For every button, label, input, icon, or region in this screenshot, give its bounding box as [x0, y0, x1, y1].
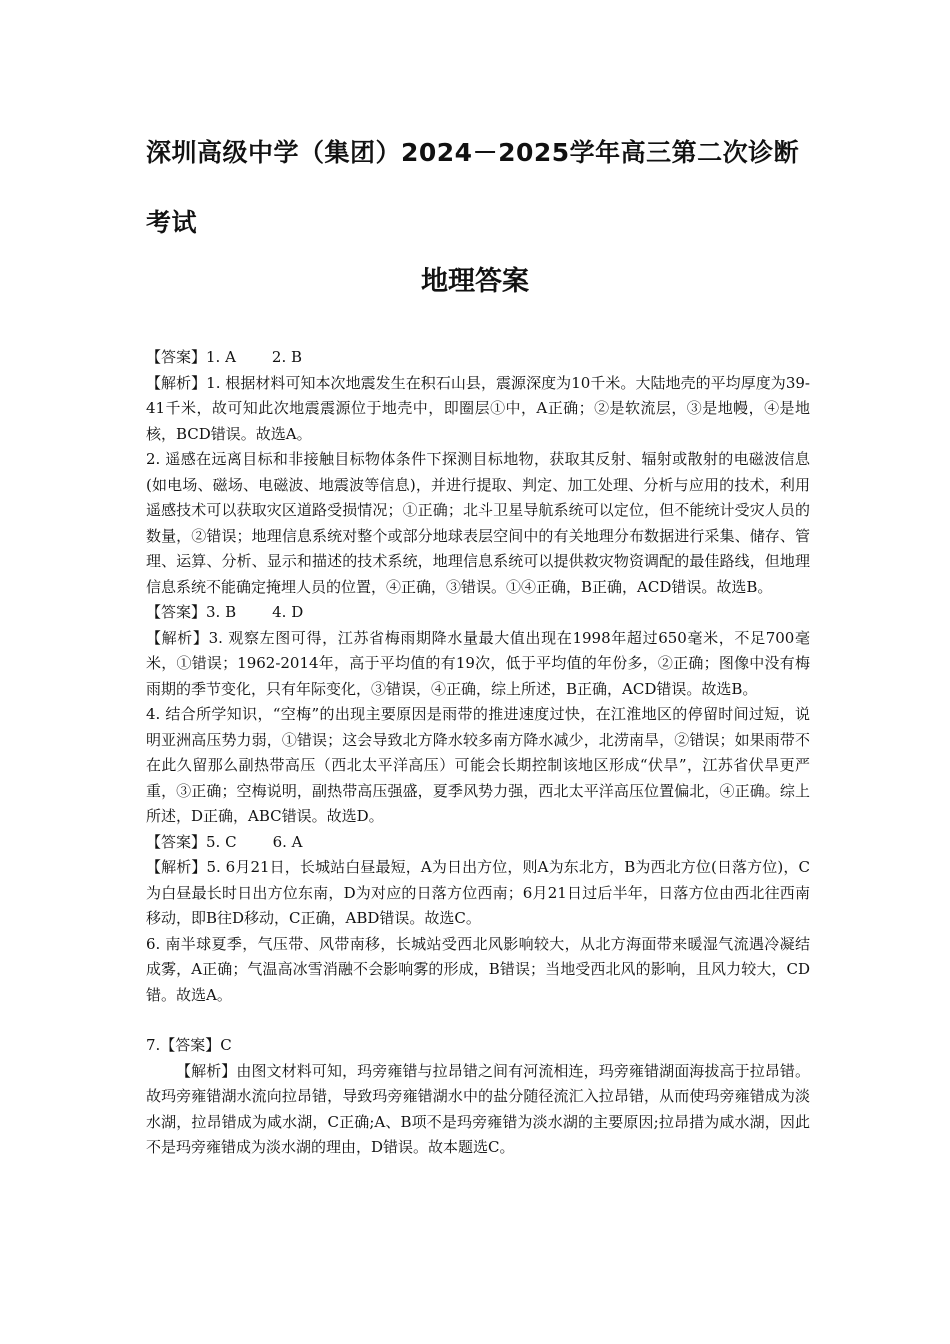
school-exam-title: 深圳高级中学（集团）2024－2025学年高三第二次诊断考试 [146, 138, 800, 237]
answer-q3: 【答案】3. B [146, 603, 237, 621]
answer-body [146, 345, 810, 1161]
answer-line-1-2 [146, 345, 810, 371]
explanation-1: 【解析】1. 根据材料可知本次地震发生在积石山县，震源深度为10千米。大陆地壳的平均厚度为39-41千米，故可知此次地震震源位于地壳中，即圈层①中，A正确；②是软流层，③是地幔，④是地核，BCD错误。故选A。 [146, 373, 810, 443]
answer-q2: 2. B [271, 348, 303, 366]
explanation-5: 【解析】5. 6月21日，长城站白昼最短，A为日出方位，则A为东北方，B为西北方位(日落方位)，C为白昼最长时日出方位东南，D为对应的日落方位西南；6月21日过后半年，日落方位由西北往西南移动，即B往D移动，C正确，ABD错误。故选C。 [146, 858, 810, 927]
explanation-4: 4. 结合所学知识，“空梅”的出现主要原因是雨带的推进速度过快，在江淮地区的停留时间过短，说明亚洲高压势力弱，①错误；这会导致北方降水较多南方降水减少，北涝南旱，②错误；如果雨带不在此久留那么副热带高压（西北太平洋高压）可能会长期控制该地区形成“伏旱”，江苏省伏旱更严重，③正确；空梅说明，副热带高压强盛，夏季风势力强，西北太平洋高压位置偏北，④正确。综上所述，D正确，ABC错误。故选D。 [146, 705, 810, 825]
explanation-6: 6. 南半球夏季，气压带、风带南移，长城站受西北风影响较大，从北方海面带来暖湿气流遇冷凝结成雾，A正确；气温高冰雪消融不会影响雾的形成，B错误；当地受西北风的影响，且风力较大，CD错。故选A。 [146, 934, 810, 1004]
explanation-3: 【解析】3. 观察左图可得，江苏省梅雨期降水量最大值出现在1998年超过650毫米，不足700毫米，①错误；1962-2014年，高于平均值的有19次，低于平均值的年份多，②正确；图像中没有梅雨期的季节变化，只有年际变化，③错误，④正确，综上所述，B正确，ACD错误。故选B。 [146, 628, 810, 698]
answer-line-7: 7.【答案】C [146, 1036, 232, 1054]
answer-line-3-4 [146, 600, 810, 626]
answer-q1: 【答案】1. A [146, 348, 236, 366]
answer-q6: 6. A [272, 832, 303, 851]
spacer [146, 1008, 810, 1033]
answer-line-5-6 [146, 830, 810, 856]
explanation-7: 【解析】由图文材料可知，玛旁雍错与拉昂错之间有河流相连，玛旁雍错湖面海拔高于拉昂错。故玛旁雍错湖水流向拉昂错，导致玛旁雍错湖水中的盐分随径流汇入拉昂错，从而使玛旁雍错成为淡水湖，拉昂错成为咸水湖，C正确;A、B项不是玛旁雍错为淡水湖的主要原因;拉昂措为咸水湖，因此不是玛旁雍错成为淡水湖的理由，D错误。故本题选C。 [146, 1061, 810, 1156]
answer-q5: 【答案】5. C [146, 832, 237, 851]
explanation-2: 2. 遥感在远离目标和非接触目标物体条件下探测目标地物，获取其反射、辐射或散射的电磁波信息(如电场、磁场、电磁波、地震波等信息)，并进行提取、判定、加工处理、分析与应用的技术，利用遥感技术可以获取灾区道路受损情况；①正确；北斗卫星导航系统可以定位，但不能统计受灾人员的数量，②错误；地理信息系统对整个或部分地球表层空间中的有关地理分布数据进行采集、储存、管理、运算、分析、显示和描述的技术系统，地理信息系统可以提供救灾物资调配的最佳路线，但地理信息系统不能确定掩埋人员的位置，④正确，③错误。①④正确，B正确，ACD错误。故选B。 [146, 450, 810, 596]
subject-title: 地理答案 [421, 266, 529, 297]
answer-q4: 4. D [272, 603, 304, 621]
